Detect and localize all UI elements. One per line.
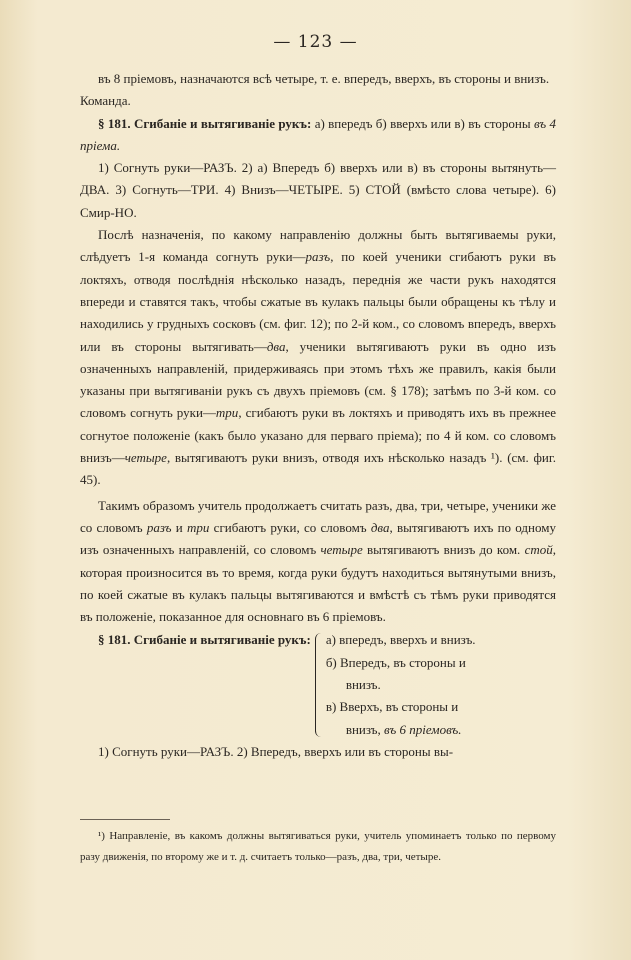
option-b-line1: б) Впередъ, въ стороны и (325, 654, 466, 670)
italic-run: три (187, 519, 210, 535)
footnote-rule (80, 819, 170, 820)
italic-run: четыре (320, 542, 363, 558)
option-c-line1: в) Вверхъ, въ стороны и (325, 699, 459, 715)
command-heading: Команда. (80, 93, 131, 109)
text-run: Послѣ назначенія, по какому направленію должны быть вытягиваемы руки, слѣдуетъ 1-я команда согнуть руки— (80, 227, 556, 265)
text-run: внизъ, (345, 721, 384, 737)
section-directions: а) впередъ б) вверхъ или в) въ стороны (311, 115, 534, 131)
italic-run: два (370, 519, 390, 535)
paragraph-explanation (80, 224, 556, 492)
italic-run: два (266, 338, 286, 354)
paragraph-counting (80, 495, 556, 629)
text-run: сгибаютъ руки, со словомъ (209, 519, 371, 535)
option-c-line2 (326, 719, 556, 741)
direction-options (326, 629, 556, 740)
text-run: , которая произносится въ то время, когда руки будутъ находиться вытянутыми внизъ, по коей сжатые въ кулакъ пальцы вытягиваются и вмѣстѣ съ тѣмъ руки приводятся въ положеніе, показанное для основнаго въ 6 пріемовъ. (80, 542, 556, 625)
italic-run: три (215, 405, 239, 421)
text-run: , вытягиваютъ ихъ по одному изъ означенныхъ направленій, со словомъ (80, 519, 556, 558)
section-181-heading (80, 113, 556, 158)
section-title: Сгибаніе и вытягиваніе рукъ: (133, 115, 312, 131)
page-body (80, 68, 556, 763)
option-b (326, 652, 556, 697)
paragraph-intro: въ 8 пріемовъ, назначаются всѣ четыре, т. е. впередъ, вверхъ, въ стороны и внизъ. (98, 71, 550, 86)
text-run: Такимъ образомъ учитель продолжаетъ считать разъ, два, три, четыре, ученики же со словомъ (80, 497, 556, 535)
section-181-variant (80, 629, 556, 740)
text-run: и (171, 519, 188, 535)
section-number: § 181. (98, 115, 131, 131)
option-b-line2: внизъ. (345, 677, 381, 693)
command-sequence-2: 1) Согнуть руки—РАЗЪ. 2) Впередъ, вверхъ или въ стороны вы- (98, 743, 454, 759)
section-count: въ 4 пріема. (80, 115, 557, 153)
text-run: , вытягиваютъ руки внизъ, отводя ихъ нѣсколько назадъ ¹). (см. фиг. 45). (80, 450, 556, 488)
italic-run: разъ (305, 249, 331, 265)
italic-run: разъ (146, 519, 172, 535)
text-run: , сгибаютъ руки въ локтяхъ и приводятъ ихъ въ прежнее согнутое положеніе (какъ было указано для перваго пріема); по 4 й ком. со словомъ внизъ— (80, 405, 557, 466)
text-run: вытягиваютъ внизъ до ком. (362, 542, 525, 558)
command-sequence: 1) Согнуть руки—РАЗЪ. 2) а) Впередъ б) вверхъ или в) въ стороны вытянуть—ДВА. 3) Согнуть—ТРИ. 4) Внизъ—ЧЕТЫРЕ. 5) СТОЙ (вмѣсто слова четыре). 6) Смир-НО. (80, 160, 556, 220)
text-run: , ученики вытягиваютъ руки въ одно изъ означенныхъ направленій, придерживаясь при этомъ тѣхъ же правилъ, какія были указаны при вытягиваніи рукъ съ двухъ пріемовъ (см. § 178); затѣмъ по 3-й ком. со словомъ согнуть руки— (80, 338, 556, 421)
footnote (80, 826, 556, 868)
text-run: , по коей ученики сгибаютъ руки въ локтяхъ, отводя послѣднія нѣсколько назадъ, переднія же части рукъ находятся впереди и ставятся такъ, чтобы сжатые въ кулакъ пальцы были обращены къ тѣлу и находились у грудныхъ сосковъ (см. фиг. 12); по 2-й ком., со словомъ впередъ, вверхъ или въ стороны вытягивать— (80, 249, 556, 354)
italic-run: въ 6 пріемовъ. (384, 721, 462, 737)
option-c (326, 696, 556, 741)
footnote-text: ¹) Направленіе, въ какомъ должны вытягиваться руки, учитель упоминаетъ только по первому разу движенія, по второму же и т. д. считаетъ только—разъ, два, три, четыре. (80, 830, 556, 863)
option-a: а) впередъ, вверхъ и внизъ. (325, 632, 476, 648)
italic-run: стой (524, 542, 553, 558)
section-181-variant-heading: § 181. Сгибаніе и вытягиваніе рукъ: (98, 632, 311, 648)
page-number: — 123 — (273, 32, 358, 52)
italic-run: четыре (124, 450, 167, 466)
curly-brace (315, 633, 324, 737)
